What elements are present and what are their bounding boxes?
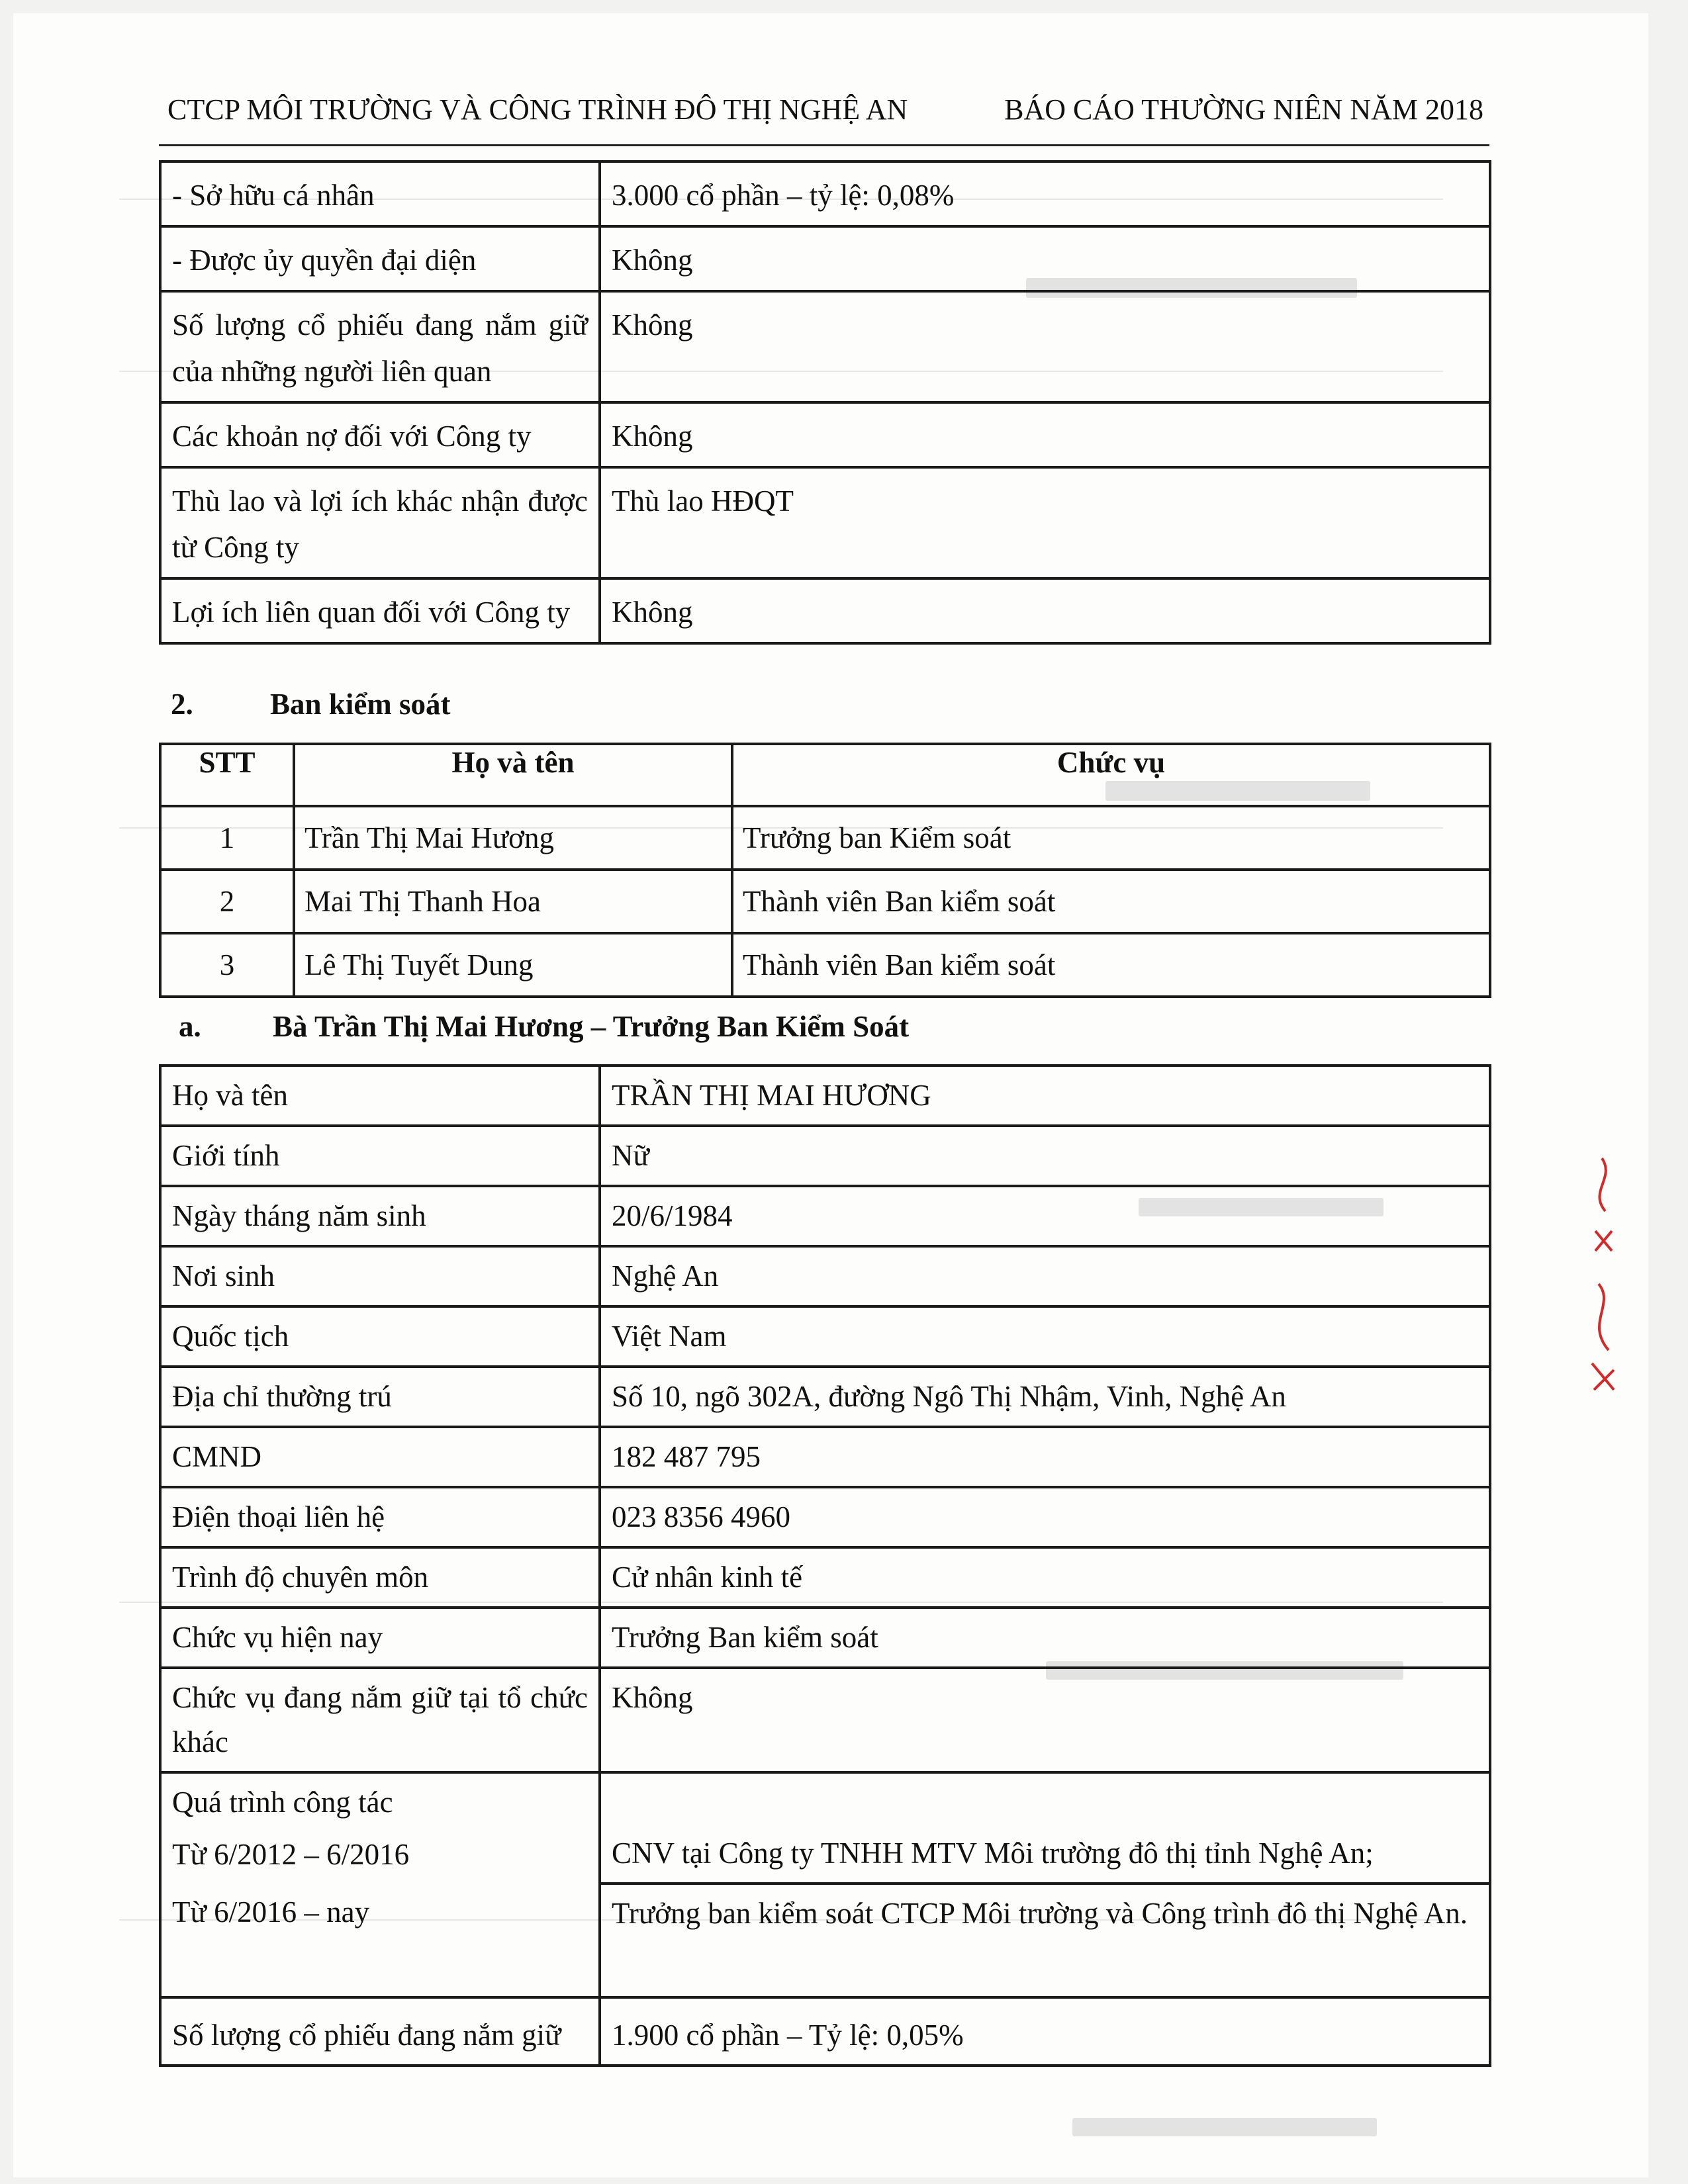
row-value: 023 8356 4960 xyxy=(600,1487,1490,1547)
row-label: - Sở hữu cá nhân xyxy=(160,161,600,226)
table-row xyxy=(160,933,1490,997)
column-header-name: Họ và tên xyxy=(294,744,732,806)
table-row xyxy=(160,161,1490,226)
column-header-position: Chức vụ xyxy=(732,744,1490,806)
work-history-cell xyxy=(160,1772,600,1884)
table-row xyxy=(160,291,1490,402)
row-label: Chức vụ hiện nay xyxy=(160,1608,600,1668)
cell-position: Trưởng ban Kiểm soát xyxy=(732,806,1490,870)
table-row xyxy=(160,1997,1490,2066)
work-period: Từ 6/2012 – 6/2016 xyxy=(172,1838,410,1871)
table-row xyxy=(160,1668,1490,1772)
row-value: Thù lao HĐQT xyxy=(600,467,1490,578)
row-value: Không xyxy=(600,578,1490,643)
table-row xyxy=(160,578,1490,643)
table-row xyxy=(160,1608,1490,1668)
cell-stt: 3 xyxy=(160,933,294,997)
row-value: Nữ xyxy=(600,1126,1490,1186)
row-label: Chức vụ đang nắm giữ tại tổ chức khác xyxy=(160,1668,600,1772)
row-value: Không xyxy=(600,226,1490,291)
row-value: Không xyxy=(600,291,1490,402)
section-heading-person-a xyxy=(179,1009,909,1044)
table-row xyxy=(160,1126,1490,1186)
row-label: Giới tính xyxy=(160,1126,600,1186)
table-row xyxy=(160,870,1490,933)
row-label: CMND xyxy=(160,1427,600,1487)
row-label: Số lượng cổ phiếu đang nắm giữ của những người liên quan xyxy=(160,291,600,402)
header-divider xyxy=(159,144,1489,146)
table-row xyxy=(160,1306,1490,1367)
cell-name: Mai Thị Thanh Hoa xyxy=(294,870,732,933)
work-period: Từ 6/2016 – nay xyxy=(160,1884,600,1997)
work-history-label: Quá trình công tác xyxy=(172,1786,393,1819)
table-row xyxy=(160,1066,1490,1126)
work-description: Trưởng ban kiểm soát CTCP Môi trường và Công trình đô thị Nghệ An. xyxy=(600,1884,1490,1997)
margin-stamp-mark xyxy=(1582,1152,1622,1416)
row-value: Việt Nam xyxy=(600,1306,1490,1367)
table-row xyxy=(160,402,1490,467)
cell-stt: 1 xyxy=(160,806,294,870)
row-value: 20/6/1984 xyxy=(600,1186,1490,1246)
table-row xyxy=(160,1246,1490,1306)
personal-profile-table xyxy=(159,1064,1491,2067)
column-header-stt: STT xyxy=(160,744,294,806)
row-label: Nơi sinh xyxy=(160,1246,600,1306)
section-title: Ban kiểm soát xyxy=(270,688,451,721)
row-value: 3.000 cổ phần – tỷ lệ: 0,08% xyxy=(600,161,1490,226)
row-label: - Được ủy quyền đại diện xyxy=(160,226,600,291)
table-row xyxy=(160,1367,1490,1427)
cell-name: Lê Thị Tuyết Dung xyxy=(294,933,732,997)
row-label: Trình độ chuyên môn xyxy=(160,1547,600,1608)
row-label: Ngày tháng năm sinh xyxy=(160,1186,600,1246)
table-header-row xyxy=(160,744,1490,806)
row-value: Trưởng Ban kiểm soát xyxy=(600,1608,1490,1668)
row-value: Không xyxy=(600,402,1490,467)
table-row xyxy=(160,1487,1490,1547)
work-description: CNV tại Công ty TNHH MTV Môi trường đô thị tỉnh Nghệ An; xyxy=(600,1772,1490,1884)
row-value: Nghệ An xyxy=(600,1246,1490,1306)
row-label: Điện thoại liên hệ xyxy=(160,1487,600,1547)
cell-name: Trần Thị Mai Hương xyxy=(294,806,732,870)
table-row xyxy=(160,1186,1490,1246)
header-report-title: BÁO CÁO THƯỜNG NIÊN NĂM 2018 xyxy=(1004,93,1483,126)
row-value: 182 487 795 xyxy=(600,1427,1490,1487)
row-label: Số lượng cổ phiếu đang nắm giữ xyxy=(160,1997,600,2066)
supervisory-board-table xyxy=(159,743,1491,998)
section-title: Bà Trần Thị Mai Hương – Trưởng Ban Kiểm Soát xyxy=(273,1010,910,1043)
table-row xyxy=(160,226,1490,291)
row-value: TRẦN THỊ MAI HƯƠNG xyxy=(600,1066,1490,1126)
row-label: Lợi ích liên quan đối với Công ty xyxy=(160,578,600,643)
row-label: Các khoản nợ đối với Công ty xyxy=(160,402,600,467)
section-number: a. xyxy=(179,1010,201,1043)
row-value: Số 10, ngõ 302A, đường Ngô Thị Nhậm, Vinh, Nghệ An xyxy=(600,1367,1490,1427)
page-header xyxy=(167,93,1483,126)
table-row xyxy=(160,1547,1490,1608)
table-row xyxy=(160,467,1490,578)
row-value: Không xyxy=(600,1668,1490,1772)
section-number: 2. xyxy=(171,688,193,721)
table-row xyxy=(160,806,1490,870)
row-value: Cử nhân kinh tế xyxy=(600,1547,1490,1608)
shareholding-table xyxy=(159,160,1491,645)
cell-position: Thành viên Ban kiểm soát xyxy=(732,870,1490,933)
table-row xyxy=(160,1427,1490,1487)
work-history-row xyxy=(160,1884,1490,1997)
header-company: CTCP MÔI TRƯỜNG VÀ CÔNG TRÌNH ĐÔ THỊ NGHỆ AN xyxy=(167,93,908,126)
section-heading-supervisory-board xyxy=(171,687,451,721)
cell-position: Thành viên Ban kiểm soát xyxy=(732,933,1490,997)
cell-stt: 2 xyxy=(160,870,294,933)
row-label: Thù lao và lợi ích khác nhận được từ Công ty xyxy=(160,467,600,578)
row-label: Địa chỉ thường trú xyxy=(160,1367,600,1427)
row-value: 1.900 cổ phần – Tỷ lệ: 0,05% xyxy=(600,1997,1490,2066)
row-label: Quốc tịch xyxy=(160,1306,600,1367)
work-history-row xyxy=(160,1772,1490,1884)
row-label: Họ và tên xyxy=(160,1066,600,1126)
